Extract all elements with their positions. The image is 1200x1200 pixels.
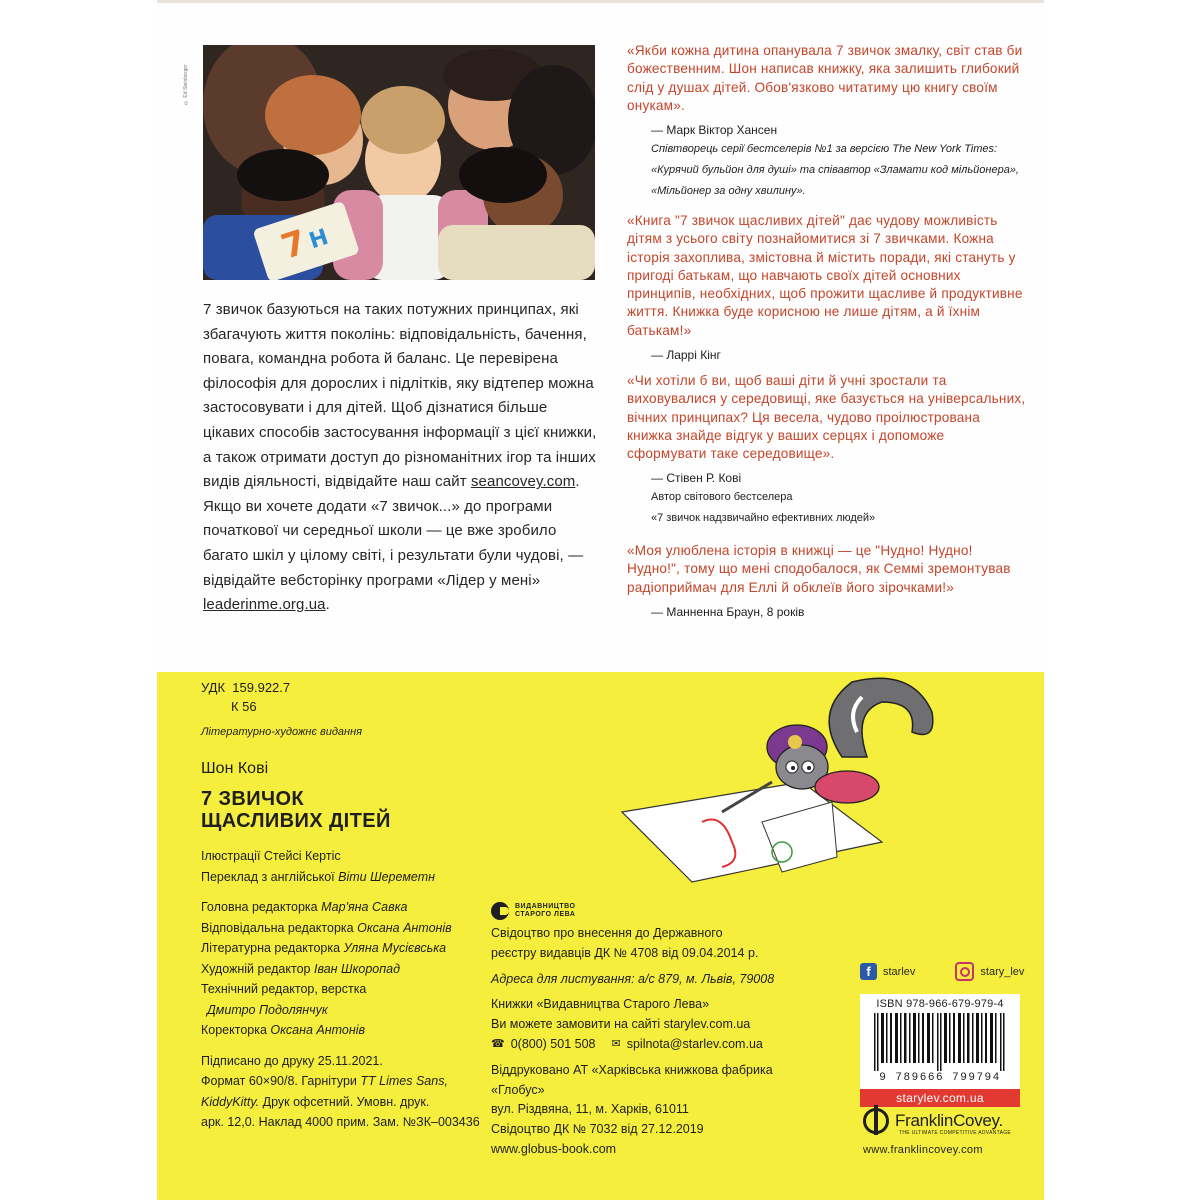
udk-label: УДК [201, 680, 226, 695]
art-editor-name: Іван Шкоропад [313, 961, 400, 976]
description-paragraph: 7 звичок базуються на таких потужних принципах, які збагачують життя поколінь: відповідальність, бачення, повага, командна робота й баланс. Це перевірена філософія для дорослих і підлітків, яку відтепер можна застосовувати і для дітей. Щоб дізнатися більше цікавих способів застосування інформації з цієї книжки, а також отримати доступ до різноманітних ігор та інших видів діяльності, відвідайте наш сайт [203, 301, 597, 491]
publisher-logo [491, 902, 811, 920]
imprint-band [157, 672, 1044, 1200]
cover-photo [203, 45, 595, 280]
photo-illustration [203, 45, 595, 280]
lion-logo-icon [491, 902, 509, 920]
franklincovey-name: FranklinCovey. [895, 1111, 1003, 1130]
quote-hansen [627, 42, 1027, 202]
chief-editor [201, 897, 501, 918]
printer-line-3: Свідоцтво ДК № 7032 від 27.12.2019 [491, 1122, 704, 1137]
franklincovey-tagline: THE ULTIMATE COMPETITIVE ADVANTAGE [899, 1130, 1012, 1136]
lit-editor-name: Уляна Мусієвська [343, 941, 447, 955]
order-line: Ви можете замовити на сайті starylev.com.ua [491, 1017, 751, 1032]
translator-name: Віти Шереметн [338, 869, 435, 884]
k-value: К 56 [231, 699, 257, 714]
art-editor [201, 959, 501, 980]
phone: 0(800) 501 508 [510, 1036, 596, 1051]
format-line-2 [201, 1092, 501, 1113]
franklincovey-block [863, 1108, 1023, 1156]
instagram-icon [955, 962, 974, 981]
publisher-logo-text [515, 903, 576, 919]
description-continued: . Якщо ви хочете додати «7 звичок...» до програми початкової чи середньої школи — це вже зробило багато шкіл у цілому світі, і результати були чудові, — відвідайте вебсторінку програми «Лідер у мені» [203, 473, 584, 589]
format-text: Формат 60×90/8. Гарнітури [201, 1074, 357, 1088]
chief-editor-name: Мар'яна Савка [321, 900, 408, 914]
description-text [203, 298, 603, 618]
printer-line-1: Віддруковано АТ «Харківська книжкова фабрика «Глобус» [491, 1062, 773, 1097]
leaderinme-link[interactable]: leaderinme.org.ua [203, 596, 326, 614]
contacts [491, 1035, 811, 1055]
imprint-block [201, 678, 501, 1133]
quote-brown [627, 542, 1027, 621]
format-line [201, 1071, 501, 1092]
seancovey-link[interactable]: seancovey.com [470, 473, 576, 491]
cert-line-1: Свідоцтво про внесення до Державного [491, 926, 723, 940]
isbn-barcode-box [860, 994, 1020, 1093]
quote-author-note: Автор світового бестселера [651, 491, 793, 504]
logo-line1: ВИДАВНИЦТВО [515, 903, 576, 910]
facebook-handle: starlev [883, 965, 916, 978]
translator-label: Переклад з англійської [201, 869, 335, 884]
print-info [201, 1051, 501, 1133]
printer-line-2: вул. Різдвяна, 11, м. Харків, 61011 [491, 1102, 689, 1117]
barcode-number: 9 789666 799794 [879, 1072, 1001, 1084]
chief-editor-label: Головна редакторка [201, 900, 318, 914]
book-author: Шон Кові [201, 760, 269, 777]
quote-text: «Якби кожна дитина опанувала 7 звичок змалку, світ став би божественним. Шон написав книжку, яка залишить глибокий слід у душах дітей. Обов'язково читатиму цю книгу своїм онукам». [627, 43, 1023, 113]
format-line-3: арк. 12,0. Наклад 4000 прим. Зам. №ЗК–003436 [201, 1115, 480, 1129]
lit-editor-label: Літературна редакторка [201, 941, 341, 955]
social-links [860, 962, 1024, 981]
proofreader-label: Коректорка [201, 1023, 267, 1037]
quote-author: — Стівен Р. Кові [651, 471, 742, 486]
books-line: Книжки «Видавництва Старого Лева» [491, 997, 710, 1012]
tech-editor-name-row [201, 1000, 501, 1021]
proofreader-name: Оксана Антонів [270, 1023, 366, 1037]
book-title-line1: 7 ЗВИЧОК [201, 788, 305, 810]
quote-text: «Чи хотіли б ви, щоб ваші діти й учні зростали та виховувалися у середовищі, яке базується на універсальних, вічних принципах? Ця весела, чудово проілюстрована книжка знайде відгук у ваших серцях і допоможе сформувати таке середовище». [627, 373, 1026, 462]
svg-text:7: 7 [276, 222, 312, 268]
art-editor-label: Художній редактор [201, 961, 311, 976]
top-edge [157, 0, 1044, 3]
quote-king [627, 212, 1027, 364]
quote-covey [627, 372, 1027, 529]
signed-date: Підписано до друку 25.11.2021. [201, 1053, 383, 1068]
proofreader [201, 1020, 501, 1041]
logo-line2: СТАРОГО ЛЕВА [515, 911, 576, 918]
instagram-link[interactable] [955, 962, 1024, 981]
quote-author: — Марк Віктор Хансен [651, 123, 778, 138]
credits-list [201, 846, 501, 1041]
franklincovey-url[interactable]: www.franklincovey.com [863, 1144, 983, 1156]
quote-author-note: Співтворець серії бестселерів №1 за версією The New York Times: «Курячий бульйон для душі» та співавтор «Зламати код мільйонера», «Мільйонер за одну хвилину». [651, 143, 1019, 198]
quote-author: — Ларрі Кінг [651, 348, 721, 363]
quote-text: «Моя улюблена історія в книжці — це "Нудно! Нудно! Нудно!", тому що мені сподобалося, як Семмі зремонтував радіоприймач для Еллі й обклеїв його зірочками!» [627, 543, 1011, 595]
udk-block [201, 678, 501, 716]
skunk-illustration [612, 672, 947, 892]
lit-editor [201, 938, 501, 959]
translator [201, 867, 501, 888]
format-fonts: TT Limes Sans, [360, 1074, 448, 1088]
photo-credit: © Ed Steinberger [183, 64, 189, 105]
svg-text:H: H [306, 224, 332, 255]
email: spilnota@starlev.com.ua [626, 1036, 763, 1051]
publisher-block [491, 902, 811, 1160]
resp-editor [201, 918, 501, 939]
description-end: . [325, 596, 330, 614]
quote-author-book: «7 звичок надзвичайно ефективних людей» [651, 512, 876, 525]
illustrator: Ілюстрації Стейсі Кертіс [201, 849, 341, 863]
format-print: Друк офсетний. Умовн. друк. [262, 1094, 430, 1109]
resp-editor-label: Відповідальна редакторка [201, 920, 354, 935]
book-title-line2: ЩАСЛИВИХ ДІТЕЙ [201, 810, 391, 832]
facebook-link[interactable] [860, 962, 915, 981]
franklincovey-icon [863, 1108, 889, 1134]
isbn-number: ISBN 978-966-679-979-4 [876, 998, 1004, 1010]
instagram-handle: stary_lev [980, 965, 1025, 978]
edition-type: Літературно-художнє видання [201, 726, 362, 738]
format-fonts-2: KiddyKitty. [201, 1094, 260, 1109]
resp-editor-name: Оксана Антонів [357, 920, 452, 935]
printer-site: www.globus-book.com [491, 1141, 617, 1156]
udk-value: 159.922.7 [232, 680, 291, 695]
cert-line-2: реєстру видавців ДК № 4708 від 09.04.2014 р. [491, 945, 759, 960]
tech-editor: Технічний редактор, верстка [201, 982, 367, 996]
tech-editor-name: Дмитро Подолянчук [207, 1002, 328, 1017]
quote-author: — Манненна Браун, 8 років [651, 604, 805, 619]
email-icon: ✉ [611, 1037, 621, 1050]
phone-icon: ☎ [491, 1037, 505, 1050]
publisher-site-bar[interactable]: starylev.com.ua [860, 1089, 1020, 1107]
facebook-icon: f [860, 963, 877, 980]
back-cover [157, 0, 1044, 1200]
book-title [201, 788, 501, 832]
mailing-address: Адреса для листування: а/с 879, м. Львів, 79008 [491, 971, 775, 986]
quote-text: «Книга "7 звичок щасливих дітей" дає чудову можливість дітям з усього світу познайомитися зі 7 звичками. Кожна історія захоплива, змістовна й містить поради, які стануть у пригоді батькам, що навчають своїх дітей основних принципів, необхідних, щоб прожити щасливе й продуктивне життя. Книжка буде корисною не лише дітям, а й їхнім батькам!» [627, 213, 1023, 338]
barcode-icon [870, 1013, 1010, 1071]
